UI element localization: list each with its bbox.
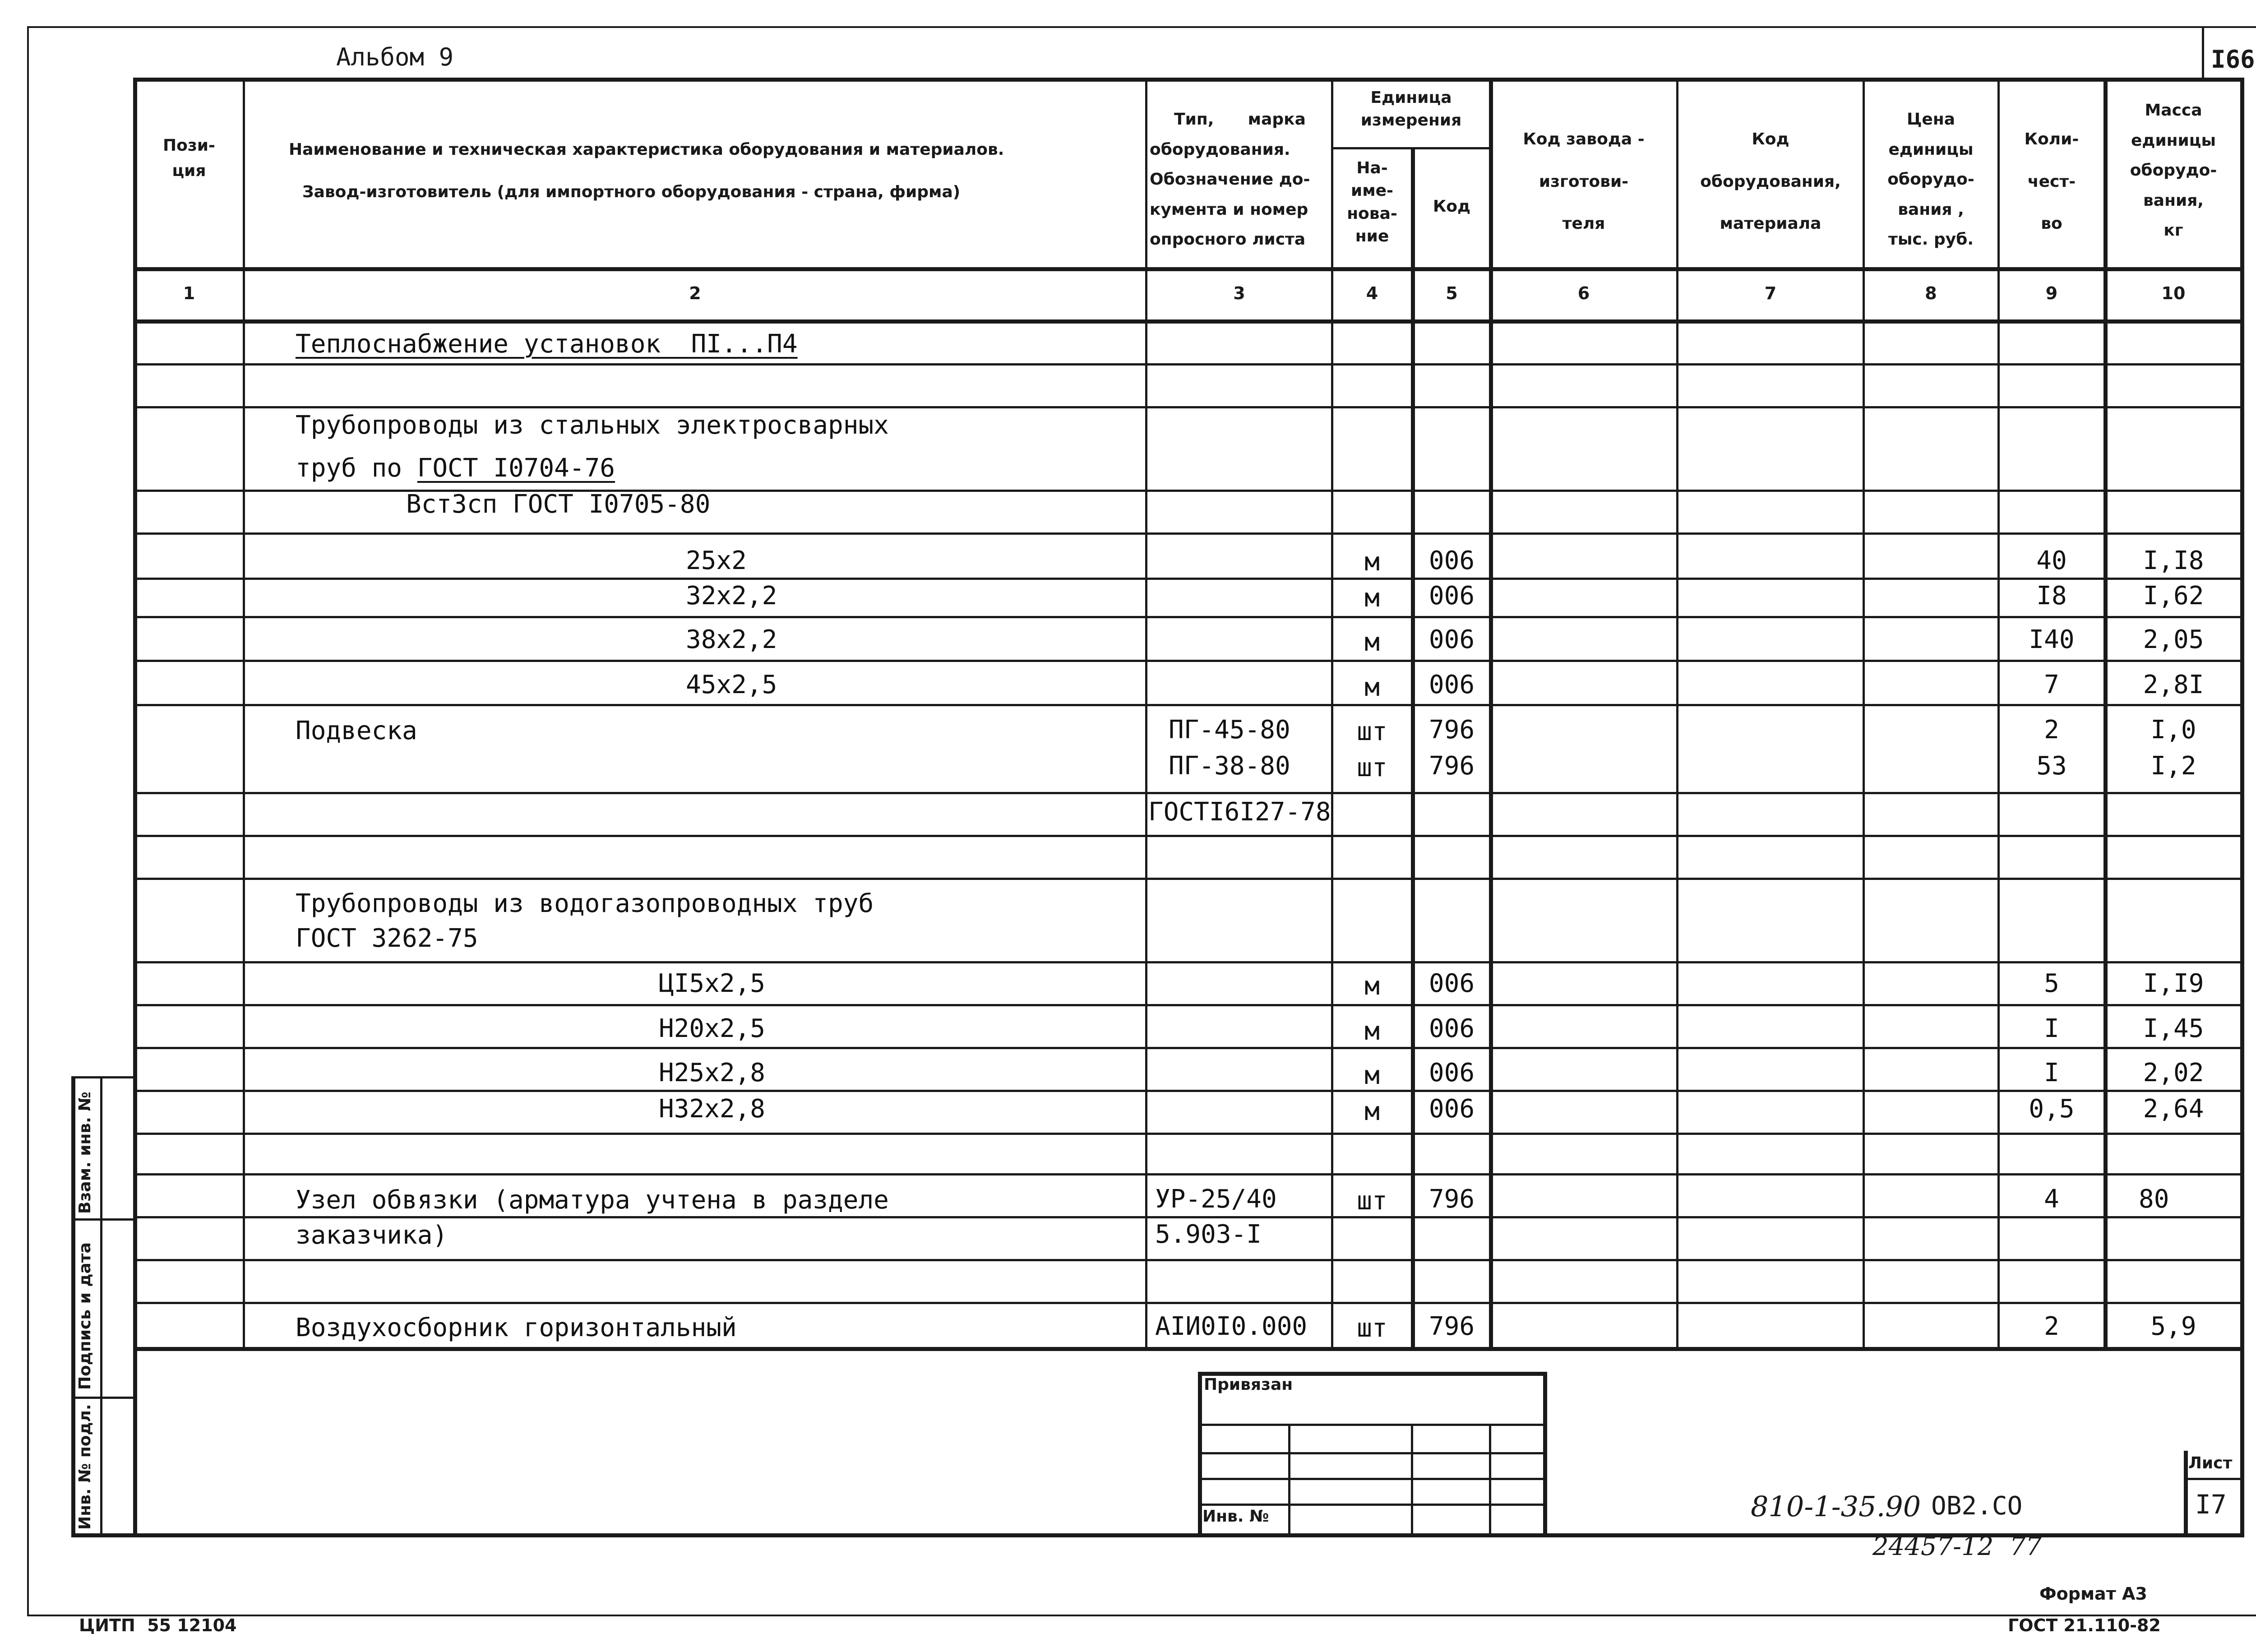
- item-name: Н25x2,8: [659, 1058, 766, 1087]
- quantity: 4: [2044, 1185, 2059, 1214]
- item-name: Узел обвязки (арматура учтена в разделе: [296, 1185, 889, 1215]
- column-number: 8: [1925, 283, 1937, 303]
- side-label-signature-date: Подпись и дата: [76, 1242, 94, 1390]
- item-name: Воздухосборник горизонтальный: [296, 1313, 737, 1342]
- unit-code: 006: [1428, 1014, 1475, 1043]
- unit-mass: I,2: [2150, 751, 2196, 781]
- document-designation: 810-1-35.90: [1751, 1490, 1921, 1523]
- sheet-number: I7: [2195, 1489, 2227, 1520]
- pipes-group-gost-line: труб по ГОСТ I0704-76: [296, 453, 615, 483]
- item-name: Н32x2,8: [659, 1094, 766, 1124]
- unit-mass: 2,8I: [2143, 670, 2204, 699]
- gost-footer: ГОСТ 21.110-82: [2008, 1615, 2161, 1635]
- quantity: 7: [2044, 670, 2059, 699]
- unit-mass: 2,02: [2143, 1058, 2204, 1087]
- item-name: Подвеска: [296, 716, 417, 745]
- item-type: ГОСТI6I27-78: [1148, 797, 1331, 827]
- unit-name: шт: [1357, 1186, 1387, 1216]
- unit-mass: 2,64: [2143, 1094, 2204, 1124]
- unit-code: 006: [1428, 1094, 1475, 1124]
- unit-name: шт: [1357, 1314, 1387, 1343]
- printer-code: ЦИТП 55 12104: [79, 1615, 237, 1635]
- stamp-bound-label: Привязан: [1204, 1375, 1293, 1394]
- unit-code: 006: [1428, 969, 1475, 998]
- column-number: 9: [2045, 283, 2058, 303]
- unit-name: м: [1364, 583, 1380, 613]
- unit-name: шт: [1357, 717, 1387, 746]
- item-name: заказчика): [296, 1221, 448, 1250]
- column-number: 2: [689, 283, 701, 303]
- column-number: 1: [183, 283, 195, 303]
- unit-name: шт: [1357, 753, 1387, 782]
- quantity: 53: [2036, 751, 2067, 781]
- header-unit-group: Единица измерения: [1360, 88, 1462, 130]
- header-col10: Масса единицы оборудо- вания, кг: [2130, 101, 2217, 240]
- item-name: 45x2,5: [686, 670, 777, 699]
- column-number: 10: [2161, 283, 2186, 303]
- page-corner-number: I66: [2211, 45, 2255, 74]
- header-col8: Цена единицы оборудо- вания , тыс. руб.: [1887, 110, 1974, 249]
- item-name: 38x2,2: [686, 625, 777, 654]
- item-name: 25x2: [686, 546, 747, 575]
- header-col7: Код оборудования, материала: [1700, 130, 1841, 233]
- item-name: Н20x2,5: [659, 1014, 766, 1043]
- side-label-replaced-inv: Взам. инв. №: [76, 1092, 94, 1214]
- item-name: ЦI5x2,5: [659, 969, 766, 998]
- header-col1: Пози- ция: [163, 136, 215, 180]
- unit-code: 796: [1428, 715, 1475, 745]
- unit-mass: I,62: [2143, 581, 2204, 611]
- unit-mass: I,I9: [2143, 969, 2204, 998]
- unit-code: 006: [1428, 546, 1475, 575]
- unit-code: 006: [1428, 581, 1475, 611]
- item-type: АIИ0I0.000: [1155, 1312, 1308, 1341]
- quantity: I: [2044, 1014, 2059, 1043]
- album-label: Альбом 9: [336, 43, 454, 71]
- item-type: УР-25/40: [1155, 1185, 1277, 1214]
- header-col5: Код: [1433, 197, 1471, 216]
- unit-mass: 5,9: [2150, 1312, 2196, 1341]
- section-title: Теплоснабжение установок ПI...П4: [296, 329, 798, 359]
- unit-mass: I,0: [2150, 715, 2196, 745]
- unit-name: м: [1364, 1017, 1380, 1046]
- unit-mass: 80: [2139, 1185, 2169, 1214]
- unit-code: 796: [1428, 1312, 1475, 1341]
- unit-mass: I,45: [2143, 1014, 2204, 1043]
- quantity: 2: [2044, 1312, 2059, 1341]
- unit-mass: 2,05: [2143, 625, 2204, 654]
- column-number: 7: [1764, 283, 1777, 303]
- column-number: 5: [1446, 283, 1458, 303]
- quantity: 0,5: [2029, 1094, 2075, 1124]
- unit-name: м: [1364, 673, 1380, 702]
- unit-name: м: [1364, 1061, 1380, 1090]
- item-type: 5.903-I: [1155, 1220, 1262, 1249]
- unit-code: 006: [1428, 1058, 1475, 1087]
- column-number: 3: [1233, 283, 1245, 303]
- header-col6: Код завода - изготови- теля: [1523, 130, 1645, 233]
- quantity: I40: [2029, 625, 2075, 654]
- pipes-group-steel-grade: ВстЗсп ГОСТ I0705-80: [406, 490, 711, 519]
- side-label-original-inv: Инв. № подл.: [76, 1404, 94, 1530]
- unit-code: 006: [1428, 670, 1475, 699]
- quantity: I: [2044, 1058, 2059, 1087]
- item-name: 32x2,2: [686, 581, 777, 611]
- unit-name: м: [1364, 1097, 1380, 1126]
- pipes-group-title-1: Трубопроводы из стальных электросварных: [296, 411, 889, 440]
- item-type: ПГ-38-80: [1169, 751, 1290, 781]
- unit-code: 796: [1428, 1185, 1475, 1214]
- sheet-label: Лист: [2188, 1454, 2233, 1472]
- column-number: 6: [1577, 283, 1590, 303]
- unit-code: 796: [1428, 751, 1475, 781]
- format-label: Формат А3: [2039, 1584, 2147, 1604]
- unit-name: м: [1364, 972, 1380, 1001]
- header-col2: Наименование и техническая характеристика оборудования и материалов. Завод-изготовитель (для импортного оборудования - страна, фирма): [289, 140, 1004, 201]
- header-col3: Тип, марка оборудования. Обозначение до- кумента и номер опросного листа: [1150, 110, 1310, 249]
- item-type: ПГ-45-80: [1169, 715, 1290, 745]
- unit-mass: I,I8: [2143, 546, 2204, 575]
- header-col9: Коли- чест- во: [2024, 130, 2079, 233]
- pipes-group-title-2: Трубопроводы из водогазопроводных труб: [296, 889, 874, 918]
- document-designation-code: ОВ2.СО: [1931, 1491, 2023, 1521]
- quantity: 40: [2036, 546, 2067, 575]
- unit-name: м: [1364, 628, 1380, 657]
- quantity: 2: [2044, 715, 2059, 745]
- quantity: 5: [2044, 969, 2059, 998]
- pipes-group-gost-2: ГОСТ 3262-75: [296, 924, 478, 953]
- handwritten-reference: 24457-12 77: [1872, 1532, 2042, 1561]
- quantity: I8: [2036, 581, 2067, 611]
- unit-code: 006: [1428, 625, 1475, 654]
- header-col4: На- име- нова- ние: [1347, 159, 1397, 246]
- column-number: 4: [1366, 283, 1378, 303]
- stamp-inv-no-label: Инв. №: [1202, 1507, 1269, 1526]
- unit-name: м: [1364, 547, 1380, 577]
